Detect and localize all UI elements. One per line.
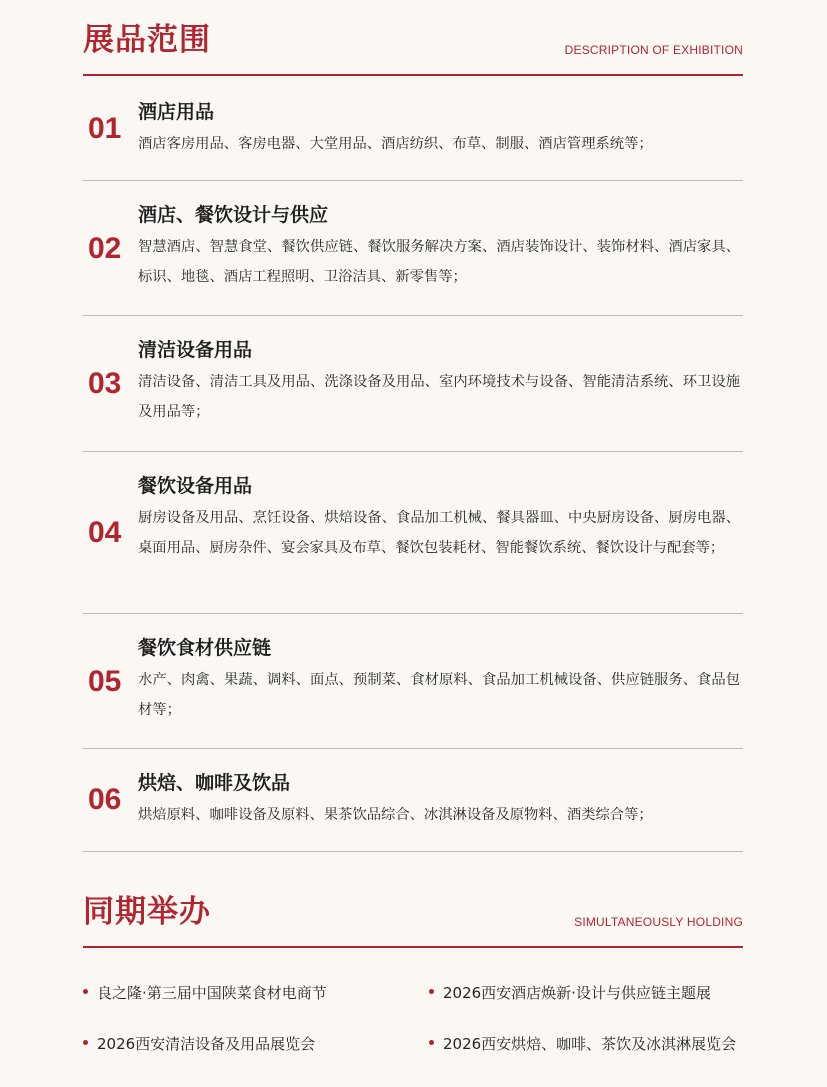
item-number: 06 [88,783,122,816]
exhibition-item-hotel-supplies [83,76,743,181]
exhibition-item-list [83,76,743,852]
event-item [83,1029,315,1059]
item-description: 烘焙原料、咖啡设备及原料、果茶饮品综合、冰淇淋设备及原物料、酒类综合等； [138,807,653,823]
bullet-dot-icon [83,1040,88,1045]
item-description: 水产、肉禽、果蔬、调料、面点、预制菜、食材原料、食品加工机械设备、供应链服务、食品包材等； [138,672,740,718]
exhibition-item-hotel-design [83,181,743,316]
item-number: 05 [88,665,122,698]
event-label: 良之隆·第三届中国陕菜食材电商节 [97,984,327,1002]
event-item [429,978,711,1008]
event-label: 2026西安烘焙、咖啡、茶饮及冰淇淋展览会 [443,1035,737,1053]
event-item [429,1029,736,1059]
item-description: 厨房设备及用品、烹饪设备、烘焙设备、食品加工机械、餐具器皿、中央厨房设备、厨房电器、桌面用品、厨房杂件、宴会家具及布草、餐饮包装耗材、智能餐饮系统、餐饮设计与配套等； [138,510,740,556]
item-title: 酒店用品 [138,101,215,123]
item-description: 智慧酒店、智慧食堂、餐饮供应链、餐饮服务解决方案、酒店装饰设计、装饰材料、酒店家具、标识、地毯、酒店工程照明、卫浴洁具、新零售等； [138,239,740,285]
exhibition-item-catering-equipment [83,452,743,614]
events-subtitle: SIMULTANEOUSLY HOLDING [574,915,743,929]
item-title: 清洁设备用品 [138,339,253,361]
item-description: 清洁设备、清洁工具及用品、洗涤设备及用品、室内环境技术与设备、智能清洁系统、环卫设施及用品等； [138,374,740,420]
item-title: 烘焙、咖啡及饮品 [138,772,291,794]
events-header [83,872,743,948]
exhibition-item-bakery-coffee [83,749,743,852]
exhibition-item-cleaning [83,316,743,452]
exhibition-header [83,0,743,76]
item-number: 03 [88,367,122,400]
item-number: 02 [88,232,122,265]
item-number: 04 [88,516,122,549]
bullet-dot-icon [83,989,88,994]
bullet-dot-icon [429,1040,434,1045]
event-label: 2026西安清洁设备及用品展览会 [97,1035,316,1053]
bullet-dot-icon [429,989,434,994]
event-item [83,978,327,1008]
event-label: 2026西安酒店焕新·设计与供应链主题展 [443,984,711,1002]
exhibition-item-food-supply [83,614,743,749]
exhibition-page [83,0,743,1053]
item-number: 01 [88,112,122,145]
item-title: 餐饮设备用品 [138,475,253,497]
events-title: 同期举办 [83,894,211,930]
item-title: 餐饮食材供应链 [138,637,272,659]
item-description: 酒店客房用品、客房电器、大堂用品、酒店纺织、布草、制服、酒店管理系统等； [138,136,653,152]
exhibition-title: 展品范围 [83,22,211,58]
exhibition-subtitle: DESCRIPTION OF EXHIBITION [564,43,743,57]
item-title: 酒店、餐饮设计与供应 [138,204,329,226]
